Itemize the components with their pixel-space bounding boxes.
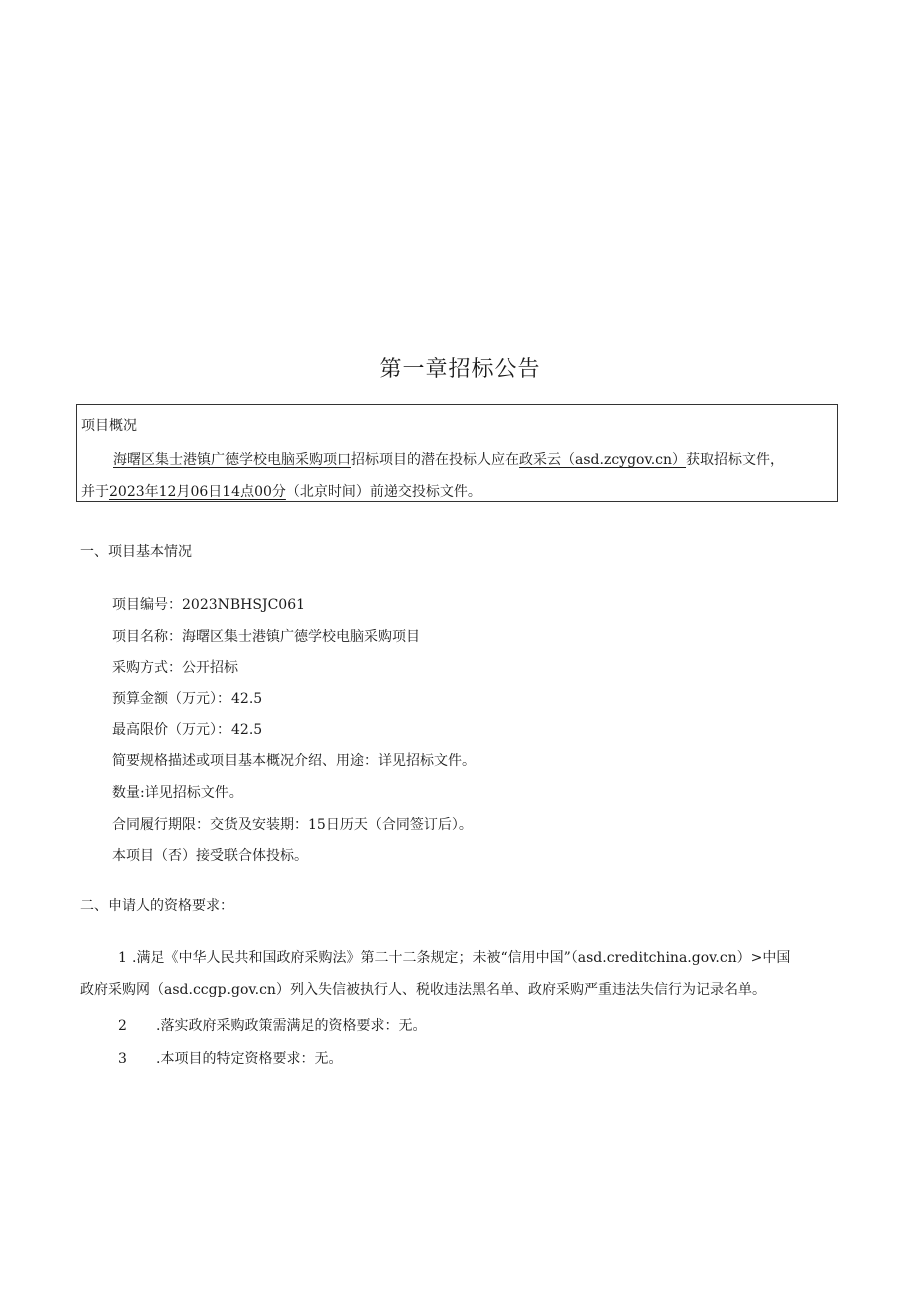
requirement-3-number: 3 xyxy=(118,1051,127,1067)
spec-description: 简要规格描述或项目基本概况介绍、用途：详见招标文件。 xyxy=(112,753,476,769)
project-name-link: 海曙区集士港镇广德学校电脑采购项口 xyxy=(113,452,351,468)
requirement-2 xyxy=(118,1015,426,1035)
overview-line-1 xyxy=(113,449,784,469)
requirement-2-text: .落实政府采购政策需满足的资格要求：无。 xyxy=(156,1018,427,1034)
section-2-heading: 二、申请人的资格要求： xyxy=(80,898,234,914)
chapter-title: 第一章招标公告 xyxy=(379,357,541,382)
overview-text-end-2: （北京时间）前递交投标文件。 xyxy=(285,484,482,500)
overview-text-mid: 招标项目的潜在投标人应在 xyxy=(351,452,519,468)
platform-link[interactable]: 政采云（asd.zcygov.cn） xyxy=(519,452,687,468)
overview-heading: 项目概况 xyxy=(81,418,137,434)
deadline-text: 2023年12月06日14点00分 xyxy=(109,484,286,500)
consortium-bidding: 本项目（否）接受联合体投标。 xyxy=(112,848,308,864)
max-price: 最高限价（万元）：42.5 xyxy=(112,722,263,738)
project-number: 项目编号：2023NBHSJC061 xyxy=(112,597,306,613)
requirement-3 xyxy=(118,1048,342,1068)
requirement-1-number: 1 xyxy=(118,950,127,966)
requirement-1-line-2: 政府采购网（asd.ccgp.gov.cn）列入失信被执行人、税收违法黑名单、政府采购严重违法失信行为记录名单。 xyxy=(80,982,766,998)
contract-period: 合同履行期限：交货及安装期：15日历天（合同签订后）。 xyxy=(112,817,473,833)
section-1-heading: 一、项目基本情况 xyxy=(80,544,192,560)
project-overview-box xyxy=(76,404,838,502)
project-name: 项目名称：海曙区集士港镇广德学校电脑采购项目 xyxy=(112,629,420,645)
requirement-2-number: 2 xyxy=(118,1018,127,1034)
overview-text-end-1: 获取招标文件， xyxy=(686,452,785,468)
budget-amount: 预算金额（万元）：42.5 xyxy=(112,691,263,707)
quantity: 数量:详见招标文件。 xyxy=(112,785,243,801)
requirement-1-text: .满足《中华人民共和国政府采购法》第二十二条规定；未被“信用中国”（asd.creditchina.gov.cn）>中国 xyxy=(132,950,791,966)
overview-text-start-2: 并于 xyxy=(81,484,109,500)
overview-line-2 xyxy=(81,481,482,501)
requirement-3-text: .本项目的特定资格要求：无。 xyxy=(156,1051,343,1067)
procurement-method: 采购方式：公开招标 xyxy=(112,660,238,676)
requirement-1-line-1 xyxy=(118,947,790,967)
